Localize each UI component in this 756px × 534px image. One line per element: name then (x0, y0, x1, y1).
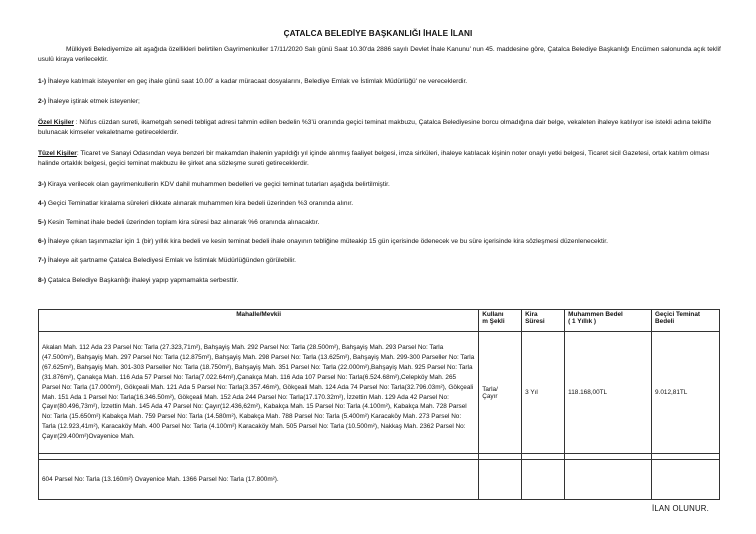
item-1 (38, 77, 721, 87)
item-5-number: 5-) (38, 219, 47, 226)
item-4-number: 4-) (38, 200, 47, 207)
table-header-row (39, 310, 720, 332)
item-7-number: 7-) (38, 257, 47, 264)
intro-paragraph: Mülkiyeti Belediyemize ait aşağıda özellikleri belirtilen Gayrimenkuller 17/11/2020 Salı günü Saat 10.30'da 2886 sayılı Devlet İhale Kanunu' nun 45. maddesine göre, Çatalca Belediye Başkanlığı Encümen salonunda açık teklif usulü kiraya verilecektir. (38, 46, 721, 63)
header-deposit: Geçici Teminat Bedeli (652, 310, 720, 332)
item-2-number: 2-) (38, 98, 47, 105)
item-8 (38, 276, 721, 286)
item-4-text: Geçici Teminatlar kiralama süreleri dikkate alınarak muhammen kira bedeli üzerinden %3 oranında alınır. (46, 200, 354, 207)
item-3-text: Kiraya verilecek olan gayrimenkullerin KDV dahil muhammen bedelleri ve geçici teminat tutarları aşağıda belirtilmiştir. (46, 181, 390, 188)
item-6-number: 6-) (38, 238, 47, 245)
property-table (38, 309, 720, 500)
row-1-deposit: 9.012,81TL (652, 332, 720, 454)
item-8-number: 8-) (38, 277, 47, 284)
header-estimated-price: Muhammen Bedel ( 1 Yıllık ) (565, 310, 652, 332)
private-persons-paragraph (38, 118, 721, 137)
header-duration: Kira Süresi (522, 310, 565, 332)
item-7-text: İhaleye ait şartname Çatalca Belediyesi Emlak ve İstimlak Müdürlüğünden görülebilir. (46, 257, 297, 264)
row-2-location: 604 Parsel No: Tarla (13.160m²) Ovayenice Mah. 1366 Parsel No: Tarla (17.800m²). (39, 460, 479, 500)
item-8-text: Çatalca Belediye Başkanlığı ihaleyi yapıp yapmamakta serbesttir. (46, 277, 239, 284)
private-persons-text: : Nüfus cüzdan sureti, ikametgah senedi tebligat adresi tahmin edilen bedelin %3'ü oranında geçici teminat makbuzu, Çatalca Belediyesine borcu olmadığına dair belge, vekaleten ihaleye katılıyor ise istekli adına teklifte bulunacak kimseler vekaletname getireceklerdir. (38, 119, 712, 136)
item-3 (38, 180, 721, 190)
item-2-text: İhaleye iştirak etmek isteyenler; (46, 98, 140, 105)
legal-entities-paragraph (38, 149, 721, 168)
row-1-usage: Tarla/ Çayır (479, 332, 522, 454)
item-7 (38, 256, 721, 266)
row-1-price: 118.168,00TL (565, 332, 652, 454)
page-title: ÇATALCA BELEDİYE BAŞKANLIĞI İHALE İLANI (283, 29, 473, 38)
table-row (39, 332, 720, 454)
table-row (39, 460, 720, 500)
private-persons-label: Özel Kişiler (38, 119, 74, 126)
header-location: Mahalle/Mevkii (39, 310, 479, 332)
legal-entities-text: : Ticaret ve Sanayi Odasından veya benzeri bir makamdan ihalenin yapıldığı yıl içinde alınmış faaliyet belgesi, imza sirküleri, ihaleye katılacak kişinin noter onaylı yetki belgesi, Ticaret sicil Gazetesi, ortak katılım olması halinde ortaklık belgesi, geçici teminat makbuzu ile şirket ana sözleşme sureti getireceklerdir. (38, 150, 710, 167)
item-4 (38, 199, 721, 209)
item-1-number: 1-) (38, 78, 47, 85)
closing-text: İLAN OLUNUR. (652, 504, 709, 513)
item-5-text: Kesin Teminat ihale bedeli üzerinden toplam kira süresi baz alınarak %6 oranında alınacaktır. (46, 219, 320, 226)
legal-entities-label: Tüzel Kişiler (38, 150, 77, 157)
row-1-duration: 3 Yıl (522, 332, 565, 454)
item-6 (38, 237, 721, 247)
item-3-number: 3-) (38, 181, 47, 188)
header-usage: Kullanı m Şekli (479, 310, 522, 332)
item-5 (38, 218, 721, 228)
item-6-text: İhaleye çıkan taşınmazlar için 1 (bir) yıllık kira bedeli ve kesin teminat bedeli ihale onayının tebliğine müteakip 15 gün içerisinde ödenecek ve bu süre içerisinde kira sözleşmesi düzenlenecektir. (46, 238, 608, 245)
row-1-location: Akalan Mah. 112 Ada 23 Parsel No: Tarla (27.323,71m²), Bahşayiş Mah. 292 Parsel No: Tarla (28.500m²), Bahşayiş Mah. 293 Parsel No: Tarla (47.500m²), Bahşayiş Mah. 297 Parsel No: Tarla (12.875m²), Bahşayiş Mah. 298 Parsel No: Tarla (13.625m²), Bahşayiş Mah. 299-300 Parseller No: Tarla (67.625m²), Bahşayiş Mah. 301-303 Parseller No: Tarla (18.750m²), Bahşayiş Mah. 351 Parsel No: Tarla (22.000m²),Bahşayiş Mah. 925 Parsel No: Tarla (31.876m²), Çanakça Mah. 116 Ada 57 Parsel No: Tarla(7.022.64m²),Çanakça Mah. 116 Ada 107 Parsel No: Tarla(6.524.68m²),Celepköy Mah. 265 Parsel No: Tarla (17.000m²), Gökçeali Mah. 121 Ada 5 Parsel No: Tarla(3.357.46m²), Gökçeali Mah. 124 Ada 74 Parsel No: Tarla(32.796.03m²), Gökçeali Mah. 151 Ada 1 Parsel No: Tarla(16.346.50m²), Gökçeali Mah. 152 Ada 244 Parsel No: Tarla(17.170.32m²), İzzettin Mah. 129 Ada 42 Parsel No: Çayır(80.496,73m²), İzzettin Mah. 145 Ada 47 Parsel No: Çayır(12.436,62m²), Kabakça Mah. 15 Parsel No: Tarla (4.100m²), Kabakça Mah. 728 Parsel No: Tarla (15.650m²) Kabakça Mah. 759 Parsel No: Tarla (14.580m²), Kabakça Mah. 788 Parsel No: Tarla (5.400m²) Karacaköy Mah. 273 Parsel No: Tarla (12.923,41m²), Karacaköy Mah. 400 Parsel No: Tarla (4.100m²) Karacaköy Mah. 505 Parsel No: Tarla (10.500m²), Nakkaş Mah. 2362 Parsel No: Çayır(29.400m²)Ovayenice Mah. (39, 332, 479, 454)
item-1-text: İhaleye katılmak isteyenler en geç ihale günü saat 10.00' a kadar müracaat dosyalarını, Belediye Emlak ve İstimlak Müdürlüğü' ne vereceklerdir. (46, 78, 468, 85)
item-2 (38, 97, 721, 107)
